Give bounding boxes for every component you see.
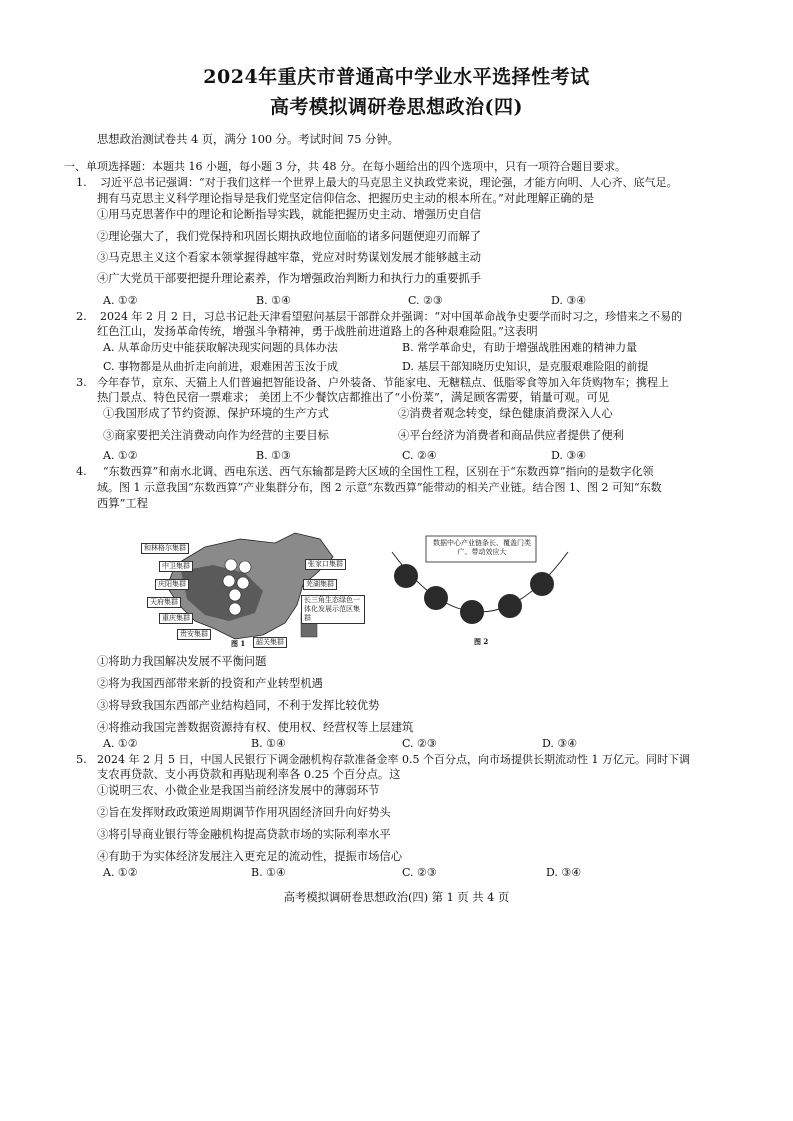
q1-statement-4: ④广大党员干部要把提升理论素养，作为增强政治判断力和执行力的重要抓手 [97,272,482,285]
q3-statement-1: ①我国形成了节约资源、保护环境的生产方式 [103,407,329,420]
q1-option-b[interactable]: B. ①④ [256,294,291,307]
fig1-label-zhangjiakou: 张家口集群 [305,559,346,570]
q1-statement-1: ①用马克思著作中的理论和论断指导实践，就能把握历史主动、增强历史自信 [97,208,482,221]
q1-stem-line2: 拥有马克思主义科学理论指导是我们党坚定信仰信念、把握历史主动的根本所在。”对此理解正确的是 [97,192,595,205]
fig1-label-helinger: 和林格尔集群 [141,543,189,554]
q4-stem-line2: 域。图 1 示意我国“东数西算”产业集群分布，图 2 示意“东数西算”能带动的相关产业链。结合图 1、图 2 可知“东数 [97,481,662,494]
q5-statement-2: ②旨在发挥财政政策逆周期调节作用巩固经济回升向好势头 [97,806,391,819]
q3-option-b[interactable]: B. ①③ [256,449,291,462]
fig2-center-text: 数据中心产业链条长、覆盖门类广、带动效应大 [433,539,531,556]
fig1-label-yangtze-delta: 长三角生态绿色一体化发展示范区集群 [301,595,365,624]
q5-option-c[interactable]: C. ②③ [402,866,437,879]
q4-stem-line1: “东数西算”和南水北调、西电东送、西气东输都是跨大区域的全国性工程，区别在于“东数西算”指向的是数字化领 [103,465,654,478]
q1-stem-line1: 习近平总书记强调：“对于我们这样一个世界上最大的马克思主义执政党来说，理论强，才能方向明、人心齐、底气足。 [100,176,678,189]
exam-intro: 思想政治测试卷共 4 页，满分 100 分。考试时间 75 分钟。 [97,133,399,146]
q3-statement-2: ②消费者观念转变，绿色健康消费深入人心 [398,407,613,420]
q2-option-a[interactable]: A. 从革命历史中能获取解决现实问题的具体办法 [103,341,338,354]
exam-title-line2: 高考模拟调研卷思想政治(四) [270,96,523,118]
q2-stem-line1: 2024 年 2 月 2 日，习总书记赴天津看望慰问基层干部群众并强调：“对中国革命战争史要学而时习之，珍惜来之不易的 [100,310,683,323]
q2-option-c[interactable]: C. 事物都是从曲折走向前进，艰难困苦玉汝于成 [103,360,339,373]
q1-option-a[interactable]: A. ①② [103,294,138,307]
q2-stem-line2: 红色江山，发扬革命传统，增强斗争精神，勇于战胜前进道路上的各种艰难险阻。”这表明 [97,325,538,338]
q2-option-d[interactable]: D. 基层干部知晓历史知识，是克服艰难险阻的前提 [402,360,649,373]
q4-option-a[interactable]: A. ①② [103,737,138,750]
q5-statement-1: ①说明三农、小微企业是我国当前经济发展中的薄弱环节 [97,784,380,797]
q1-option-d[interactable]: D. ③④ [551,294,587,307]
q4-option-c[interactable]: C. ②③ [402,737,437,750]
fig1-label-tianfu: 天府集群 [147,597,181,608]
q5-option-b[interactable]: B. ①④ [251,866,286,879]
q3-option-d[interactable]: D. ③④ [551,449,587,462]
fig1-label-qingyang: 庆阳集群 [155,579,189,590]
q5-stem-line1: 2024 年 2 月 5 日，中国人民银行下调金融机构存款准备金率 0.5 个百分点，向市场提供长期流动性 1 万亿元。同时下调 [97,753,690,766]
fig1-label-shaoguan: 韶关集群 [253,637,287,648]
fig2-caption: 图 2 [474,637,489,646]
q5-number: 5. [76,753,87,766]
q5-statement-3: ③将引导商业银行等金融机构提高贷款市场的实际利率水平 [97,828,391,841]
fig1-label-guian: 贵安集群 [177,629,211,640]
q5-stem-line2: 支农再贷款、支小再贷款和再贴现利率各 0.25 个百分点。这 [97,768,401,781]
q5-option-a[interactable]: A. ①② [103,866,138,879]
q5-option-d[interactable]: D. ③④ [546,866,582,879]
fig1-label-zhongwei: 中卫集群 [159,561,193,572]
fig1-label-chongqing: 重庆集群 [159,613,193,624]
q4-option-b[interactable]: B. ①④ [251,737,286,750]
figure-1-map [135,525,365,650]
q4-statement-4: ④将推动我国完善数据资源持有权、使用权、经营权等上层建筑 [97,721,414,734]
q3-option-c[interactable]: C. ②④ [402,449,437,462]
q1-statement-2: ②理论强大了，我们党保持和巩固长期执政地位面临的诸多问题便迎刃而解了 [97,230,482,243]
exam-title-line1: 2024年重庆市普通高中学业水平选择性考试 [203,66,590,88]
q3-number: 3. [76,376,87,389]
q4-statement-2: ②将为我国西部带来新的投资和产业转型机遇 [97,677,323,690]
q4-number: 4. [76,465,87,478]
q3-option-a[interactable]: A. ①② [103,449,138,462]
q3-stem-line2: 热门景点、特色民宿一票难求； 美团上不少餐饮店都推出了“小份菜”，满足顾客需要，销量可观。可见 [97,391,610,404]
page-footer: 高考模拟调研卷思想政治(四) 第 1 页 共 4 页 [283,891,510,904]
q3-stem-line1: 今年春节，京东、天猫上人们普遍把智能设备、户外装备、节能家电、无糖糕点、低脂零食等加入年货购物车；携程上 [97,376,669,389]
q2-number: 2. [76,310,87,323]
q4-statement-3: ③将导致我国东西部产业结构趋同，不利于发挥比较优势 [97,699,380,712]
fig1-label-wuhu: 芜湖集群 [303,579,337,590]
q3-statement-3: ③商家要把关注消费动向作为经营的主要目标 [103,429,329,442]
q3-statement-4: ④平台经济为消费者和商品供应者提供了便利 [398,429,624,442]
section-heading: 一、单项选择题：本题共 16 小题，每小题 3 分，共 48 分。在每小题给出的四个选项中，只有一项符合题目要求。 [64,160,626,173]
q4-stem-line3: 西算”工程 [97,497,148,510]
fig1-caption: 图 1 [231,639,246,648]
q1-number: 1. [76,176,87,189]
figure-2-chain [380,522,580,650]
q1-statement-3: ③马克思主义这个看家本领掌握得越牢靠，党应对时势谋划发展才能够越主动 [97,251,482,264]
q2-option-b[interactable]: B. 常学革命史，有助于增强战胜困难的精神力量 [402,341,638,354]
q4-option-d[interactable]: D. ③④ [542,737,578,750]
q4-statement-1: ①将助力我国解决发展不平衡问题 [97,655,267,668]
q1-option-c[interactable]: C. ②③ [408,294,443,307]
q5-statement-4: ④有助于为实体经济发展注入更充足的流动性，提振市场信心 [97,850,403,863]
